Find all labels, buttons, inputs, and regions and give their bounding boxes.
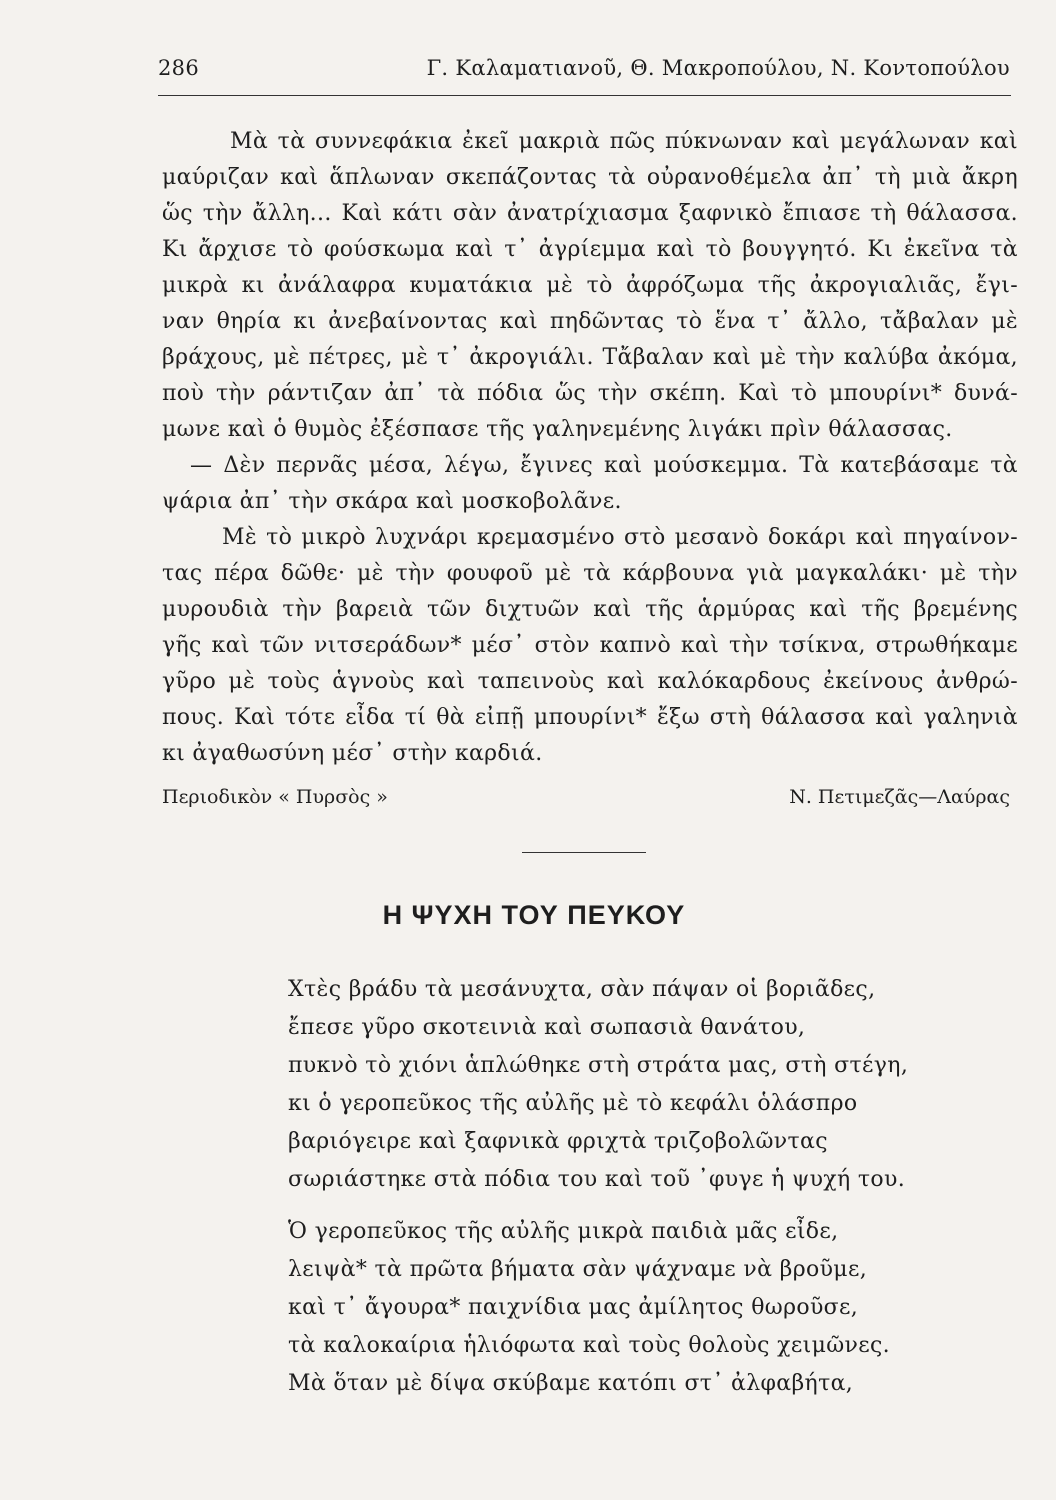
poem-title: Η ΨΥΧΗ ΤΟΥ ΠΕΥΚΟΥ [382,900,686,930]
prose-line: μαύριζαν καὶ ἅπλωναν σκεπάζοντας τὰ οὐρανοθέμελα ἀπ᾽ τὴ μιὰ ἄκρη [162,165,1018,190]
prose-line: Κι ἄρχισε τὸ φούσκωμα καὶ τ᾽ ἀγρίεμμα καὶ τὸ βουγγητό. Κι ἐκεῖνα τὰ [162,237,1018,262]
prose-line: ναν θηρία κι ἀνεβαίνοντας καὶ πηδῶντας τὸ ἕνα τ᾽ ἄλλο, τἄβαλαν μὲ [162,309,1018,334]
poem-line: σωριάστηκε στὰ πόδια του καὶ τοῦ ᾽φυγε ἡ ψυχή του. [288,1167,906,1192]
poem-line: βαριόγειρε καὶ ξαφνικὰ φριχτὰ τριζοβολῶντας [288,1129,828,1154]
page-number: 286 [158,56,199,80]
poem-line: Ὁ γεροπεῦκος τῆς αὐλῆς μικρὰ παιδιὰ μᾶς εἶδε, [288,1219,839,1244]
prose-line: μυρουδιὰ τὴν βαρειὰ τῶν διχτυῶν καὶ τῆς ἁρμύρας καὶ τῆς βρεμένης [162,597,1018,622]
poem-line: ἔπεσε γῦρο σκοτεινιὰ καὶ σωπασιὰ θανάτου, [288,1015,806,1040]
prose-line: γῆς καὶ τῶν νιτσεράδων* μέσ᾽ στὸν καπνὸ καὶ τὴν τσίκνα, στρωθήκαμε [162,633,1018,658]
source-attribution [162,786,1010,816]
header-rule [158,95,1011,96]
prose-line: μωνε καὶ ὁ θυμὸς ἐξέσπασε τῆς γαληνεμένης λιγάκι πρὶν θάλασσας. [162,417,953,442]
periodical-source: Περιοδικὸν « Πυρσὸς » [162,786,388,808]
prose-line: βράχους, μὲ πέτρες, μὲ τ᾽ ἀκρογιάλι. Τἄβαλαν καὶ μὲ τὴν καλύβα ἀκόμα, [162,345,1018,370]
prose-line: ὥς τὴν ἄλλη... Καὶ κάτι σὰν ἀνατρίχιασμα ξαφνικὸ ἔπιασε τὴ θάλασσα. [162,201,1018,226]
prose-line: γῦρο μὲ τοὺς ἁγνοὺς καὶ ταπεινοὺς καὶ καλόκαρδους ἐκείνους ἀνθρώ- [162,669,1018,694]
poem-line: Μὰ ὅταν μὲ δίψα σκύβαμε κατόπι στ᾽ ἀλφαβήτα, [288,1371,854,1396]
running-head-authors: Γ. Καλαματιανοῦ, Θ. Μακροπούλου, Ν. Κοντοπούλου [426,56,1010,80]
poem-line: πυκνὸ τὸ χιόνι ἁπλώθηκε στὴ στράτα μας, στὴ στέγη, [288,1053,909,1078]
prose-line: ψάρια ἀπ᾽ τὴν σκάρα καὶ μοσκοβολᾶνε. [162,489,622,514]
section-divider [522,852,646,853]
poem-line: κι ὁ γεροπεῦκος τῆς αὐλῆς μὲ τὸ κεφάλι ὁλάσπρο [288,1091,858,1116]
author-signature: Ν. Πετιμεζᾶς—Λαύρας [789,786,1010,808]
prose-line: Μὰ τὰ συννεφάκια ἐκεῖ μακριὰ πῶς πύκνωναν καὶ μεγάλωναν καὶ [230,129,1018,154]
prose-line: ποὺ τὴν ράντιζαν ἀπ᾽ τὰ πόδια ὥς τὴν σκέπη. Καὶ τὸ μπουρίνι* δυνά- [162,381,1018,406]
page-header [158,52,1010,86]
prose-line: μικρὰ κι ἀνάλαφρα κυματάκια μὲ τὸ ἀφρόζωμα τῆς ἀκρογιαλιᾶς, ἔγι- [162,273,1018,298]
prose-line: Μὲ τὸ μικρὸ λυχνάρι κρεμασμένο στὸ μεσανὸ δοκάρι καὶ πηγαίνον- [222,525,1018,550]
prose-line: τας πέρα δῶθε· μὲ τὴν φουφοῦ μὲ τὰ κάρβουνα γιὰ μαγκαλάκι· μὲ τὴν [162,561,1018,586]
poem-line: καὶ τ᾽ ἄγουρα* παιχνίδια μας ἀμίλητος θωροῦσε, [288,1295,859,1320]
poem-line: Χτὲς βράδυ τὰ μεσάνυχτα, σὰν πάψαν οἱ βοριᾶδες, [288,977,876,1002]
prose-line: πους. Καὶ τότε εἶδα τί θὰ εἰπῇ μπουρίνι* ἔξω στὴ θάλασσα καὶ γαληνιὰ [162,705,1018,730]
poem-line: λειψὰ* τὰ πρῶτα βήματα σὰν ψάχναμε νὰ βροῦμε, [288,1257,868,1282]
prose-line: — Δὲν περνᾶς μέσα, λέγω, ἔγινες καὶ μούσκεμμα. Τὰ κατεβάσαμε τὰ [190,453,1018,478]
prose-passage [162,124,1018,772]
prose-line: κι ἀγαθωσύνη μέσ᾽ στὴν καρδιά. [162,741,543,766]
poem-line: τὰ καλοκαίρια ἡλιόφωτα καὶ τοὺς θολοὺς χειμῶνες. [288,1333,890,1358]
